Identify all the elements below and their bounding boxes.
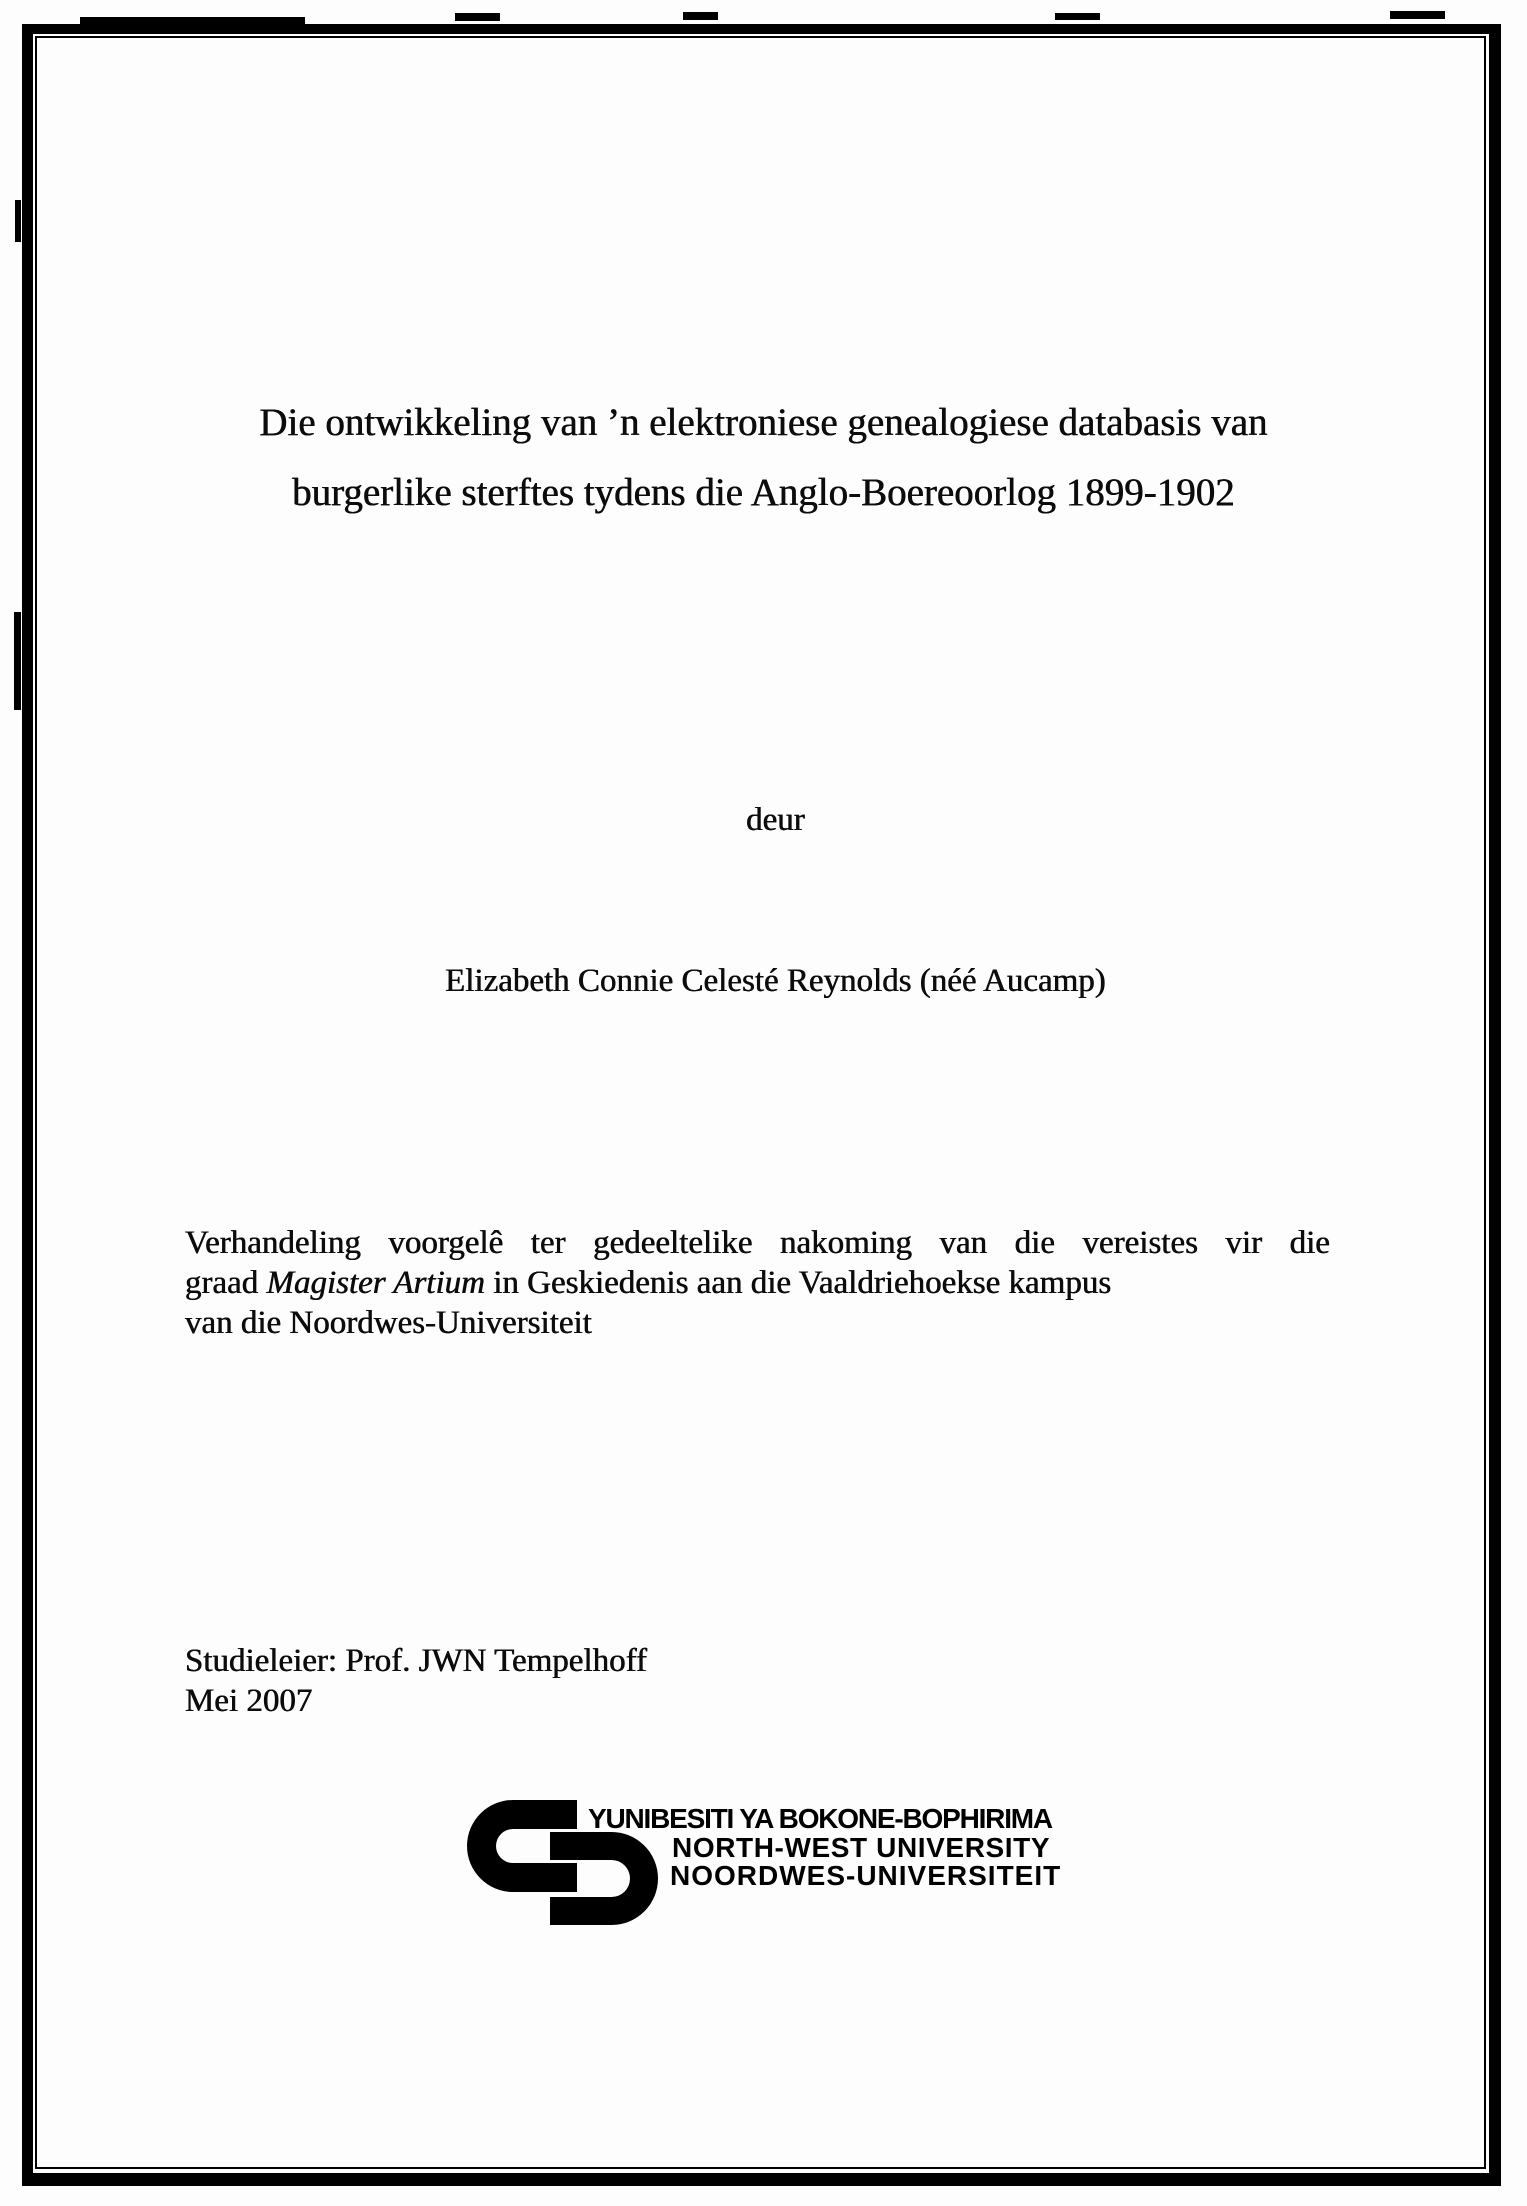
logo-text-line-2: NORTH-WEST UNIVERSITY — [672, 1832, 1051, 1863]
statement-line-2 — [185, 1263, 1330, 1303]
logo-text-line-3: NOORDWES-UNIVERSITEIT — [670, 1860, 1062, 1891]
byline-deur: deur — [746, 802, 805, 838]
degree-statement — [185, 1223, 1330, 1343]
date-line: Mei 2007 — [185, 1683, 313, 1719]
thesis-title-line-2: burgerlike sterftes tydens die Anglo-Boereoorlog 1899-1902 — [292, 471, 1235, 514]
scan-artifact — [15, 200, 21, 242]
logo-text-line-1: YUNIBESITI YA BOKONE-BOPHIRIMA — [588, 1803, 1052, 1834]
logo-right-link-shape — [550, 1832, 658, 1925]
thesis-title-line-1: Die ontwikkeling van ’n elektroniese genealogiese databasis van — [259, 401, 1268, 444]
statement-line-3: van die Noordwes-Universiteit — [185, 1305, 592, 1341]
statement-degree-name: Magister Artium — [266, 1265, 486, 1301]
statement-line-1: Verhandeling voorgelê ter gedeeltelike nakoming van die vereistes vir die — [185, 1225, 1330, 1261]
scan-artifact — [80, 17, 305, 24]
scan-artifact — [14, 612, 21, 710]
statement-line-2-suffix: in Geskiedenis aan die Vaaldriehoekse kampus — [485, 1265, 1112, 1301]
supervisor-line: Studieleier: Prof. JWN Tempelhoff — [185, 1643, 648, 1679]
scan-artifact — [683, 12, 718, 20]
supervisor-block — [185, 1641, 647, 1721]
author-name: Elizabeth Connie Celesté Reynolds (néé Aucamp) — [445, 963, 1106, 999]
scan-artifact — [1390, 11, 1445, 19]
statement-line-2-prefix: graad — [185, 1265, 267, 1301]
scan-artifact — [1055, 13, 1100, 20]
scan-artifact — [455, 13, 500, 21]
